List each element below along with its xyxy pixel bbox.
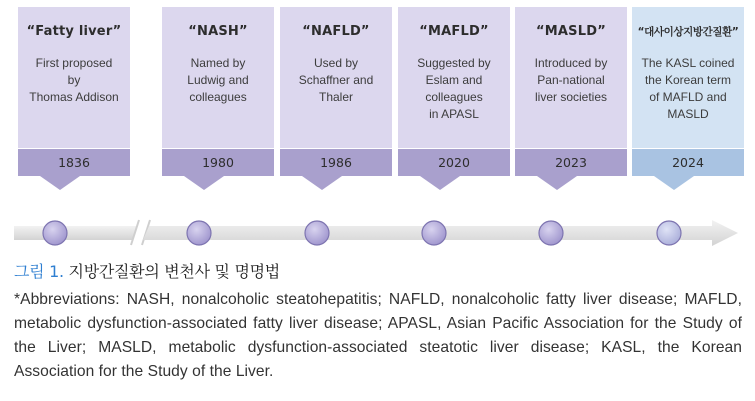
card-description-line: Introduced by [534, 56, 608, 70]
card-description [632, 55, 744, 123]
year-label: 1986 [280, 148, 392, 176]
card-title: “Fatty liver” [26, 24, 122, 39]
timeline-node [187, 221, 211, 245]
card-description-line: The KASL coined [641, 56, 735, 70]
card-description-line: Named by [190, 56, 246, 70]
card-pointer [654, 176, 694, 190]
timeline-axis [0, 205, 755, 255]
card-title: “NAFLD” [302, 24, 370, 39]
timeline-card [515, 7, 627, 148]
timeline-card [632, 7, 744, 148]
card-description [398, 55, 510, 123]
timeline-node [657, 221, 681, 245]
year-label: 1980 [162, 148, 274, 176]
timeline-card [398, 7, 510, 148]
card-description [162, 55, 274, 106]
card-description-line: Ludwig and [187, 73, 249, 87]
card-title: “대사이상지방간질환” [637, 26, 739, 38]
card-description-line: MASLD [667, 107, 709, 121]
year-label: 2024 [632, 148, 744, 176]
card-description-line: colleagues [425, 90, 483, 104]
card-pointer [40, 176, 80, 190]
card-description-line: in APASL [429, 107, 479, 121]
card-description-line: of MAFLD and [649, 90, 727, 104]
card-description-line: Thaler [318, 90, 353, 104]
card-pointer [302, 176, 342, 190]
timeline-node [43, 221, 67, 245]
card-description [515, 55, 627, 106]
figure-caption [14, 259, 280, 282]
card-title: “MAFLD” [419, 24, 489, 39]
card-pointer [420, 176, 460, 190]
year-label: 2023 [515, 148, 627, 176]
year-label: 2020 [398, 148, 510, 176]
card-description-line: Thomas Addison [29, 90, 119, 104]
card-description-line: First proposed [35, 56, 113, 70]
card-description-line: Suggested by [417, 56, 491, 70]
card-description-line: by [67, 73, 81, 87]
timeline-card [280, 7, 392, 148]
card-description-line: liver societies [534, 90, 608, 104]
timeline-card [18, 7, 130, 148]
card-title: “NASH” [188, 24, 248, 39]
year-label: 1836 [18, 148, 130, 176]
timeline-node [422, 221, 446, 245]
card-pointer [537, 176, 577, 190]
card-description [18, 55, 130, 106]
abbreviations-note: *Abbreviations: NASH, nonalcoholic steatohepatitis; NAFLD, nonalcoholic fatty liver disease; MAFLD, metabolic dysfunction-associated fatty liver disease; APASL, Asian Pacific Association for the Study of the Liver; MASLD, metabolic dysfunction-associated steatotic liver disease; KASL, the Korean Association for the Study of the Liver. [14, 291, 742, 380]
card-description-line: Eslam and [425, 73, 483, 87]
card-description-line: Pan-national [537, 73, 605, 87]
card-description-line: colleagues [189, 90, 247, 104]
card-title: “MASLD” [536, 24, 606, 39]
card-description-line: Used by [313, 56, 359, 70]
timeline-card [162, 7, 274, 148]
card-pointer [184, 176, 224, 190]
timeline-node [305, 221, 329, 245]
timeline-node [539, 221, 563, 245]
axis-segment-left [14, 226, 138, 240]
card-description [280, 55, 392, 106]
card-description-line: Schaffner and [298, 73, 374, 87]
card-description-line: the Korean term [644, 73, 732, 87]
caption-label: 그림 1. [14, 262, 64, 281]
caption-text: 지방간질환의 변천사 및 명명법 [63, 262, 280, 281]
